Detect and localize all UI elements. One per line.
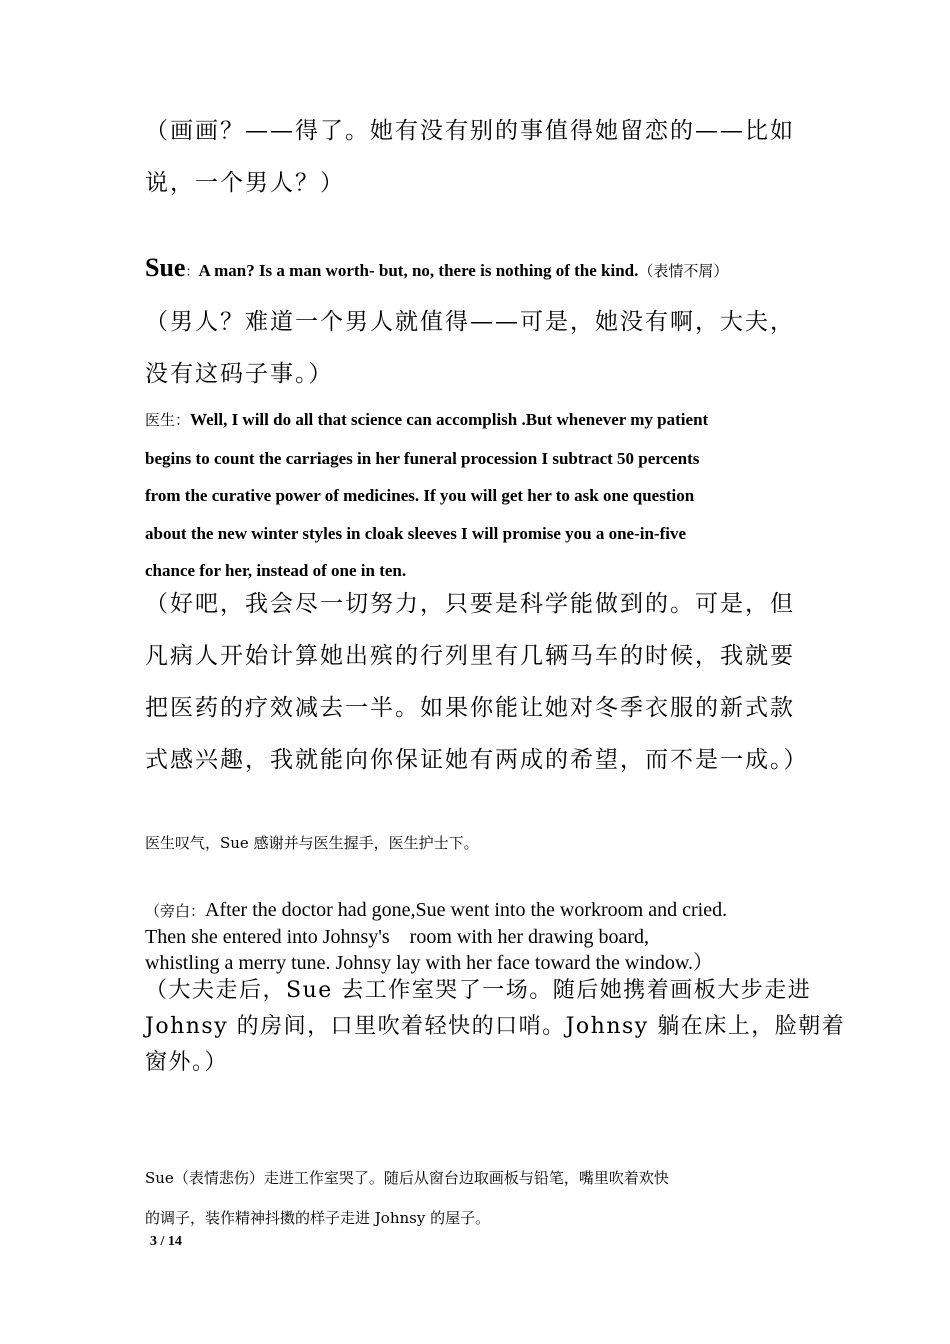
text-line: （画画？——得了。她有没有别的事值得她留恋的——比如 [145, 118, 795, 144]
text-line: 凡病人开始计算她出殡的行列里有几辆马车的时候，我就要 [145, 643, 795, 669]
chinese-translation-paragraph [145, 578, 809, 786]
speaker-separator: ： [185, 265, 199, 280]
page-separator: / [160, 1234, 165, 1249]
text-line: Then she entered into Johnsy's room with her drawing board, [145, 926, 650, 948]
page-number [150, 1234, 182, 1250]
total-pages: 14 [167, 1234, 182, 1249]
stage-direction [145, 1158, 669, 1238]
narration-label: （旁白： [145, 902, 206, 920]
doctor-dialogue [145, 401, 708, 590]
text-line: chance for her, instead of one in ten. [145, 561, 407, 580]
text-line: 式感兴趣，我就能向你保证她有两成的希望，而不是一成。） [145, 747, 809, 773]
text-line: 把医药的疗效减去一半。如果你能让她对冬季衣服的新式款 [145, 695, 795, 721]
text-line: After the doctor had gone,Sue went into the workroom and cried. [205, 899, 728, 921]
text-line: （男人？难道一个男人就值得——可是，她没有啊，大夫， [145, 309, 795, 335]
text-line: about the new winter styles in cloak sleeves I will promise you a one-in-five [145, 523, 686, 543]
text-line: Sue（表情悲伤）走进工作室哭了。随后从窗台边取画板与铅笔，嘴里吹着欢快 [145, 1169, 669, 1187]
chinese-translation-paragraph [145, 973, 845, 1081]
speaker-name: 医生： [145, 411, 191, 429]
text-line: Johnsy 的房间，口里吹着轻快的口哨。Johnsy 躺在床上，脸朝着 [145, 1014, 846, 1039]
text-line: begins to count the carriages in her funeral procession I subtract 50 percents [145, 448, 700, 468]
stage-direction [145, 832, 479, 853]
speaker-name: Sue [145, 253, 186, 282]
text-line: （大夫走后，Sue 去工作室哭了一场。随后她携着画板大步走进 [145, 978, 812, 1003]
dialogue-text: A man? Is a man worth- but, no, there is nothing of the kind. [198, 261, 639, 280]
text-line: from the curative power of medicines. If you will get her to ask one question [145, 486, 695, 505]
text-line: Well, I will do all that science can accomplish .But whenever my patient [190, 410, 709, 429]
chinese-translation-paragraph [145, 296, 795, 400]
text-line: 窗外。） [145, 1050, 229, 1075]
stage-note: （表情不屑） [638, 262, 729, 280]
chinese-translation-paragraph [145, 105, 795, 209]
narration-block [145, 897, 727, 976]
text-line: 没有这码子事。） [145, 361, 334, 387]
text-line: whistling a merry tune. Johnsy lay with her face toward the window.） [145, 952, 714, 974]
text-line: 说，一个男人？） [145, 170, 345, 196]
sue-dialogue-line [145, 252, 728, 290]
text-line: 医生叹气，Sue 感谢并与医生握手，医生护士下。 [145, 834, 479, 852]
current-page: 3 [150, 1234, 157, 1249]
text-line: （好吧，我会尽一切努力，只要是科学能做到的。可是，但 [145, 591, 795, 617]
text-line: 的调子，装作精神抖擞的样子走进 Johnsy 的屋子。 [145, 1209, 491, 1227]
